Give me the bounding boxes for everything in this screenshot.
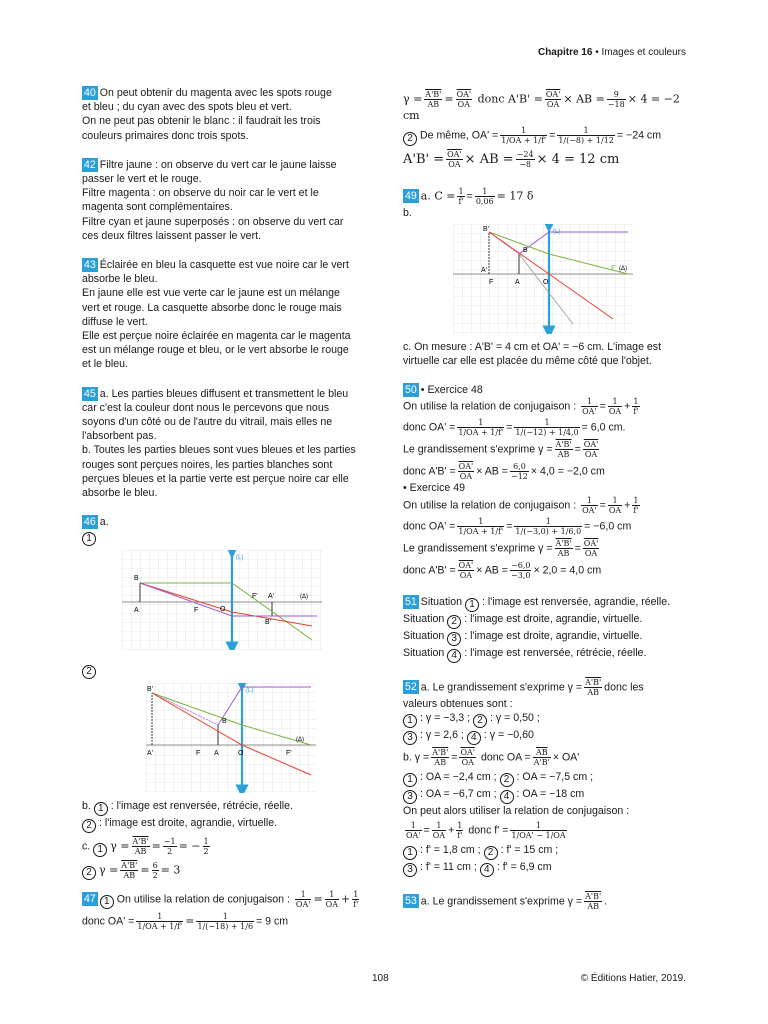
math-text: γ =: [110, 839, 130, 853]
label-B: B: [523, 246, 528, 254]
fraction: $\frac{A'B'}{AB}$: [121, 860, 138, 880]
label-lens: (L): [553, 228, 561, 235]
exercise-51: 51 Situation 1 : l'image est renversée, agrandie, réelle. Situation 2 : l'image est droite, agrandie, virtuelle. Situation 3 : l'image est droite, agrandie, virtuelle. Situation 4 : l'image est renversée, rétrécie, réelle.: [403, 595, 671, 661]
exercise-49: 49 a. C = $\frac{1}{f'}$ = $\frac{1}{0,06}$ = 17 δ b. B' B A' F A O F' (L) (Δ) c. On mesure : A'B' = 4 cm et OA' = −6 cm. L'image est virtuelle car elle est placée du même côté que l'objet.: [403, 187, 693, 369]
exercise-number: 51: [405, 595, 417, 608]
text-line: : l'image est renversée, rétrécie, réelle.: [110, 800, 293, 813]
label-axis: (Δ): [619, 265, 628, 272]
label-lens: (L): [236, 555, 244, 562]
text-line: virtuelle car elle est placée du même côté que l'objet.: [403, 354, 652, 367]
exercise-46: 46 a. 1 B A F F' A' B' O (L) (Δ) 2 B' B A' F A O F' (L) (Δ) b. 1 : l'image est renversée, rétrécie, réelle. 2 : l'image est droite, agrandie, virtuelle. c. 1 γ = $\frac{A'B'}{AB}$ = $\frac{-1}{2}$ = − $\frac{1}{2}$ 2 γ = $\frac{A'B'}{AB}$ = $\frac{6}{2}$ = 3: [82, 515, 372, 880]
label-A: A: [134, 607, 139, 615]
left-column: [82, 86, 372, 946]
label-F: F: [194, 607, 199, 615]
text-line: absorbe le bleu.: [82, 487, 158, 500]
right-column: [403, 90, 693, 926]
label-axis: (Δ): [296, 737, 305, 744]
label-A: A: [214, 750, 219, 758]
text-line: soyons d'un côté ou de l'autre du vitrail, mais elles ne: [82, 416, 333, 429]
label-axis: (Δ): [300, 594, 309, 601]
text-line: rouges sont perçues noires, les parties blanches sont: [82, 458, 333, 471]
text-line: diffuse le vert.: [82, 315, 148, 328]
circled-number: 2: [82, 819, 96, 833]
exercise-43: [82, 258, 372, 372]
exercise-number: 45: [84, 387, 96, 400]
label-Bp: B': [147, 686, 154, 694]
text-line: vert et rouge. La casquette absorbe donc le rouge mais: [82, 301, 342, 314]
exercise-number: 46: [84, 516, 96, 529]
text-line: a. Les parties bleues diffusent et transmettent le bleu: [99, 387, 349, 400]
circled-number: 1: [94, 802, 108, 816]
exercise-50: 50 • Exercice 48 On utilise la relation de conjugaison : $\frac{1}{OA'}$ = $\frac{1}{OA}$ + $\frac{1}{f'}$ donc OA' = $\frac{1}{1/OA + 1/f'}$ = $\frac{1}{1/(-12) + 1/4,0}$ = 6,0 cm. Le grandissement s'exprime γ = $\frac{A'B'}{AB}$ = $\frac{OA'}{OA}$ donc A'B' = $\frac{OA'}{OA}$ × AB = $\frac{6,0}{-12}$ × 4,0 = −2,0 cm • Exercice 49 On utilise la relation de conjugaison : $\frac{1}{OA'}$ = $\frac{1}{OA}$ + $\frac{1}{f'}$ donc OA' = $\frac{1}{1/OA + 1/f'}$ = $\frac{1}{1/(-3,0) + 1/6,0}$ = −6,0 cm Le grandissement s'exprime γ = $\frac{A'B'}{AB}$ = $\frac{OA'}{OA}$ donc A'B' = $\frac{OA'}{OA}$ × AB = $\frac{-6,0}{-3,0}$ × 2,0 = 4,0 cm: [403, 384, 639, 580]
text-line: Filtre magenta : on observe du noir car le vert et le: [82, 187, 319, 200]
text-line: passer le vert et le rouge.: [82, 173, 202, 186]
label-B: B: [222, 718, 227, 726]
text-line: et le bleu.: [82, 358, 128, 371]
circled-number: 2: [82, 866, 96, 880]
text-line: magenta sont complémentaires.: [82, 201, 233, 214]
exercise-number: 49: [405, 189, 417, 202]
exercise-number: 43: [84, 259, 96, 272]
fraction: $\frac{-1}{2}$: [163, 837, 176, 857]
copyright: © Éditions Hatier, 2019.: [580, 973, 686, 984]
fraction: $\frac{1}{2}$: [203, 837, 209, 857]
label-Fp: F': [252, 593, 258, 601]
label-Bp: B': [483, 225, 490, 233]
text-line: Filtre jaune : on observe du vert car le jaune laisse: [99, 158, 337, 171]
exercise-number: 40: [84, 87, 96, 99]
grid: [122, 550, 322, 650]
circled-number: 1: [100, 895, 114, 909]
chapter-topic: Images et couleurs: [601, 47, 686, 58]
text-line: On utilise la relation de conjugaison :: [116, 893, 290, 906]
text-line: On peut obtenir du magenta avec les spots rouge: [99, 87, 332, 99]
label-A: A: [515, 278, 520, 286]
text-line: l'absorbent pas.: [82, 430, 157, 443]
exercise-42: [82, 158, 372, 243]
fraction: $\frac{6}{2}$: [152, 860, 158, 880]
text-line: On ne peut pas obtenir le blanc : il faudrait les trois: [82, 115, 321, 128]
label-Ap: A': [268, 593, 275, 601]
label-F: F: [489, 278, 494, 286]
circled-number: 2: [82, 665, 96, 679]
label-O: O: [238, 750, 244, 758]
label-B: B: [134, 575, 139, 583]
fraction: $\frac{A'B'}{AB}$: [132, 837, 149, 857]
text-line: car c'est la couleur dont nous le percevons que nous: [82, 401, 330, 414]
label-F: F: [196, 750, 201, 758]
part-label: a.: [99, 516, 109, 529]
label-O: O: [220, 606, 226, 614]
part-label: b.: [403, 206, 412, 219]
exercise-47: 47 1 On utilise la relation de conjugaison : $\frac{1}{OA'}$ = $\frac{1}{OA}$ + $\frac{1}{f'}$ donc OA' = $\frac{1}{1/OA + 1/f'}$ = $\frac{1}{1/(-18) + 1/6}$ = 9 cm: [82, 890, 359, 932]
exercise-52: 52 a. Le grandissement s'exprime γ = $\frac{A'B'}{AB}$ donc les valeurs obtenues sont : 1 : γ = −3,3 ; 2 : γ = 0,50 ; 3 : γ = 2,6 ; 4 : γ = −0,60 b. γ = $\frac{A'B'}{AB}$ = $\frac{OA'}{OA}$ donc OA = $\frac{\overline{AB}}{A'B'}$ × OA' 1 : OA = −2,4 cm ; 2 : OA = −7,5 cm ; 3 : OA = −6,7 cm ; 4 : OA = −18 cm On peut alors utiliser la relation de conjugaison : $\frac{1}{OA'}$ = $\frac{1}{OA}$ + $\frac{1}{f'}$ donc f' = $\frac{1}{1/OA' - 1/OA}$ 1 : f' = 1,8 cm ; 2 : f' = 15 cm ; 3 : f' = 11 cm ; 4 : f' = 6,9 cm: [403, 677, 644, 875]
text-line: ces deux filtres laissent passer le vert.: [82, 229, 261, 242]
part-label: c.: [82, 840, 91, 853]
text-line: est un mélange rouge et bleu, or le vert absorbe le rouge: [82, 344, 349, 357]
exercise-47-continued: γ = $\frac{A'B'}{AB}$ = $\frac{OA'}{OA}$ donc A'B' = $\frac{OA'}{OA}$ × AB = $\frac{9}{-18}$ × 4 = −2 cm 2 De même, OA' = $\frac{1}{1/OA + 1/f'}$ = $\frac{1}{1/(-8) + 1/12}$ = −24 cm A'B' = $\frac{OA'}{OA}$ × AB = $\frac{-24}{-8}$ × 4 = 12 cm: [403, 90, 680, 169]
circled-number: 1: [93, 843, 107, 857]
exercise-number: 42: [84, 158, 96, 171]
circled-number: 2: [403, 132, 417, 146]
part-label: b.: [82, 800, 91, 813]
exercise-number: 53: [405, 895, 417, 908]
exercise-number: 47: [84, 893, 96, 906]
ray-diagram-1: [122, 550, 322, 650]
text-line: absorbe le bleu.: [82, 273, 158, 286]
text-line: et bleu ; du cyan avec des spots bleu et vert.: [82, 101, 292, 114]
exercise-number: 52: [405, 680, 417, 693]
label-Bp: B': [265, 619, 272, 627]
label-Fp: F': [286, 750, 292, 758]
text-line: En jaune elle est vue verte car le jaune est un mélange: [82, 287, 340, 300]
text-line: Éclairée en bleu la casquette est vue noire car le vert: [99, 259, 349, 272]
label-Fp: F': [611, 264, 617, 272]
text-line: couleurs primaires donc trois spots.: [82, 129, 249, 142]
text-line: Elle est perçue noire éclairée en magenta car le magenta: [82, 330, 351, 343]
page-header: [538, 46, 686, 60]
page-number: 108: [372, 973, 389, 984]
label-Ap: A': [147, 750, 154, 758]
text-line: donc OA' =: [82, 915, 135, 928]
header-bullet: •: [592, 47, 602, 58]
exercise-number: 50: [405, 384, 417, 397]
exercise-45: [82, 387, 372, 501]
text-line: c. On mesure : A'B' = 4 cm et OA' = −6 cm. L'image est: [403, 340, 662, 353]
ray-diagram-49: [453, 224, 633, 334]
exercise-40: [82, 86, 372, 143]
label-O: O: [543, 278, 549, 286]
label-lens: (L): [246, 688, 254, 695]
circled-number: 1: [82, 532, 96, 546]
exercise-53: 53 a. Le grandissement s'exprime γ = $\frac{A'B'}{AB}$ .: [405, 891, 608, 911]
text-line: Filtre cyan et jaune superposés : on observe du vert car: [82, 215, 344, 228]
label-Ap: A': [481, 266, 488, 274]
text-line: : l'image est droite, agrandie, virtuelle.: [99, 817, 278, 830]
text-line: b. Toutes les parties bleues sont vues bleues et les parties: [82, 444, 356, 457]
text-line: perçues bleues et la partie verte est perçue noire car elle: [82, 472, 349, 485]
chapter-label: Chapitre 16: [537, 47, 593, 58]
ray-diagram-2: [146, 683, 316, 793]
